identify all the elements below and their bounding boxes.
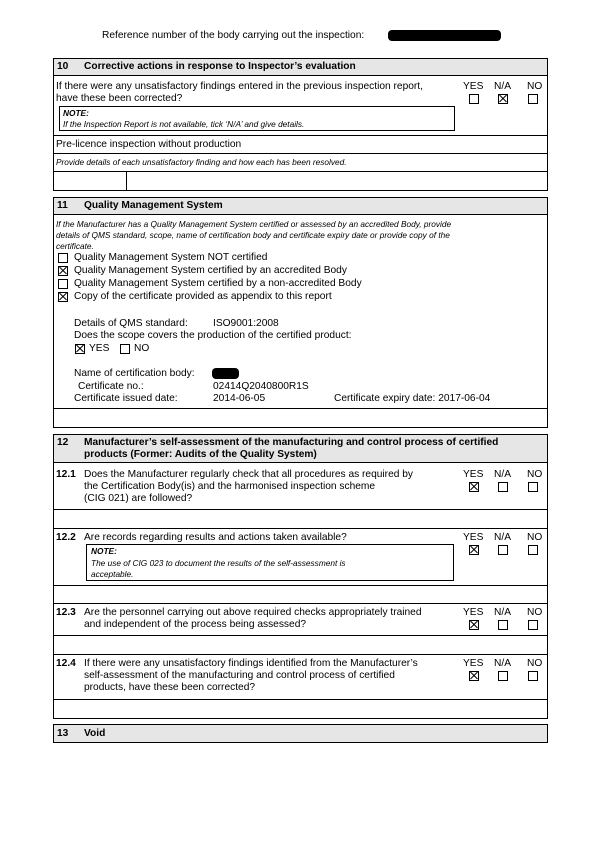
item-12-3-no-label: NO — [527, 607, 543, 618]
item-12-2-na-checkbox[interactable] — [498, 545, 508, 555]
item-12-1-no-label: NO — [527, 469, 543, 480]
item-12-4-na-label: N/A — [494, 658, 511, 669]
item-12-1-yes-label: YES — [463, 469, 484, 480]
item-12-1-na-checkbox[interactable] — [498, 482, 508, 492]
section-12-title-line1: Manufacturer’s self-assessment of the manufacturing and control process of certified — [84, 437, 499, 448]
item-12-4-no-label: NO — [527, 658, 543, 669]
item-12-2-na-label: N/A — [494, 532, 511, 543]
s10-yes-label: YES — [463, 81, 484, 92]
item-12-3-no-checkbox[interactable] — [528, 620, 538, 630]
s10-note-text: If the Inspection Report is not available, tick ‘N/A’ and give details. — [63, 119, 305, 129]
item-12-4-yes-checkbox[interactable] — [469, 671, 479, 681]
section-11-title: Quality Management System — [84, 200, 223, 211]
item-12-1-na-label: N/A — [494, 469, 511, 480]
qms-standard-value: ISO9001:2008 — [213, 318, 279, 329]
s10-no-label: NO — [527, 81, 543, 92]
cert-no-label: Certificate no.: — [78, 381, 144, 392]
section-10-number: 10 — [57, 61, 69, 72]
item-12-2-no-label: NO — [527, 532, 543, 543]
item-12-4-line1: If there were any unsatisfactory findings identified from the Manufacturer’s — [84, 658, 418, 669]
s11-intro-line1: If the Manufacturer has a Quality Management System certified or assessed by an accredited Body, provide — [56, 219, 452, 229]
item-12-2-note-line1: The use of CIG 023 to document the results of the self-assessment is — [91, 558, 346, 568]
item-12-4-yes-label: YES — [463, 658, 484, 669]
scope-question: Does the scope covers the production of the certified product: — [74, 330, 352, 341]
item-12-4-no-checkbox[interactable] — [528, 671, 538, 681]
s10-yes-checkbox[interactable] — [469, 94, 479, 104]
item-12-3-number: 12.3 — [56, 607, 76, 618]
reference-label: Reference number of the body carrying out the inspection: — [102, 30, 365, 41]
section-13-number: 13 — [57, 728, 69, 739]
issued-date-label: Certificate issued date: — [74, 393, 178, 404]
item-12-1-number: 12.1 — [56, 469, 76, 480]
expiry-date: Certificate expiry date: 2017-06-04 — [334, 393, 491, 404]
scope-no-label: NO — [134, 343, 150, 354]
cert-no-value: 02414Q2040800R1S — [213, 381, 309, 392]
item-12-2-line1: Are records regarding results and actions taken available? — [84, 532, 347, 543]
cert-body-label: Name of certification body: — [74, 368, 195, 379]
s11-intro-line3: certificate. — [56, 241, 94, 251]
section-12-number: 12 — [57, 437, 69, 448]
s11-intro-line2: details of QMS standard, scope, name of certification body and certificate expiry date or provide copy of the — [56, 230, 450, 240]
item-12-3-line2: and independent of the process being assessed? — [84, 619, 307, 630]
redacted-cert-body — [212, 368, 239, 379]
s10-question-line2: have these been corrected? — [56, 93, 183, 104]
s10-question-line1: If there were any unsatisfactory findings entered in the previous inspection report, — [56, 81, 423, 92]
qms-standard-label: Details of QMS standard: — [74, 318, 188, 329]
item-12-1-line2: the Certification Body(is) and the harmonised inspection scheme — [84, 481, 376, 492]
scope-yes-checkbox[interactable] — [75, 344, 85, 354]
item-12-3-na-label: N/A — [494, 607, 511, 618]
qms-non-accredited-checkbox[interactable] — [58, 279, 68, 289]
certificate-copy-checkbox[interactable] — [58, 292, 68, 302]
scope-yes-label: YES — [89, 343, 110, 354]
item-12-3-na-checkbox[interactable] — [498, 620, 508, 630]
redacted-reference-number — [388, 30, 501, 41]
s10-prelicence-label: Pre-licence inspection without production — [56, 139, 242, 150]
item-12-1-line1: Does the Manufacturer regularly check that all procedures as required by — [84, 469, 413, 480]
item-12-4-line2: self-assessment of the manufacturing and control process of certified — [84, 670, 395, 681]
section-11-number: 11 — [57, 200, 68, 211]
s10-note-label: NOTE: — [63, 108, 89, 118]
section-10-title: Corrective actions in response to Inspector’s evaluation — [84, 61, 356, 72]
item-12-1-line3: (CIG 021) are followed? — [84, 493, 193, 504]
qms-option-label: Copy of the certificate provided as appendix to this report — [74, 291, 332, 302]
qms-option-label: Quality Management System certified by an accredited Body — [74, 265, 347, 276]
item-12-1-no-checkbox[interactable] — [528, 482, 538, 492]
item-12-3-yes-label: YES — [463, 607, 484, 618]
item-12-4-line3: products, have these been corrected? — [84, 682, 256, 693]
qms-option-label: Quality Management System NOT certified — [74, 252, 268, 263]
item-12-4-number: 12.4 — [56, 658, 76, 669]
scope-no-checkbox[interactable] — [120, 344, 130, 354]
section-12-title-line2: products (Former: Audits of the Quality System) — [84, 449, 317, 460]
item-12-2-note-label: NOTE: — [91, 546, 117, 556]
item-12-2-yes-checkbox[interactable] — [469, 545, 479, 555]
item-12-3-line1: Are the personnel carrying out above required checks appropriately trained — [84, 607, 422, 618]
qms-option-label: Quality Management System certified by a non-accredited Body — [74, 278, 362, 289]
item-12-2-note-line2: acceptable. — [91, 569, 134, 579]
item-12-2-number: 12.2 — [56, 532, 76, 543]
item-12-2-yes-label: YES — [463, 532, 484, 543]
s10-na-label: N/A — [494, 81, 511, 92]
item-12-3-yes-checkbox[interactable] — [469, 620, 479, 630]
issued-date-value: 2014-06-05 — [213, 393, 266, 404]
s10-na-checkbox[interactable] — [498, 94, 508, 104]
item-12-2-no-checkbox[interactable] — [528, 545, 538, 555]
section-13-title: Void — [84, 728, 106, 739]
s10-no-checkbox[interactable] — [528, 94, 538, 104]
qms-accredited-checkbox[interactable] — [58, 266, 68, 276]
item-12-4-na-checkbox[interactable] — [498, 671, 508, 681]
s10-provide-details: Provide details of each unsatisfactory finding and how each has been resolved. — [56, 157, 347, 167]
qms-not-certified-checkbox[interactable] — [58, 253, 68, 263]
section-13-header — [53, 724, 548, 743]
item-12-1-yes-checkbox[interactable] — [469, 482, 479, 492]
